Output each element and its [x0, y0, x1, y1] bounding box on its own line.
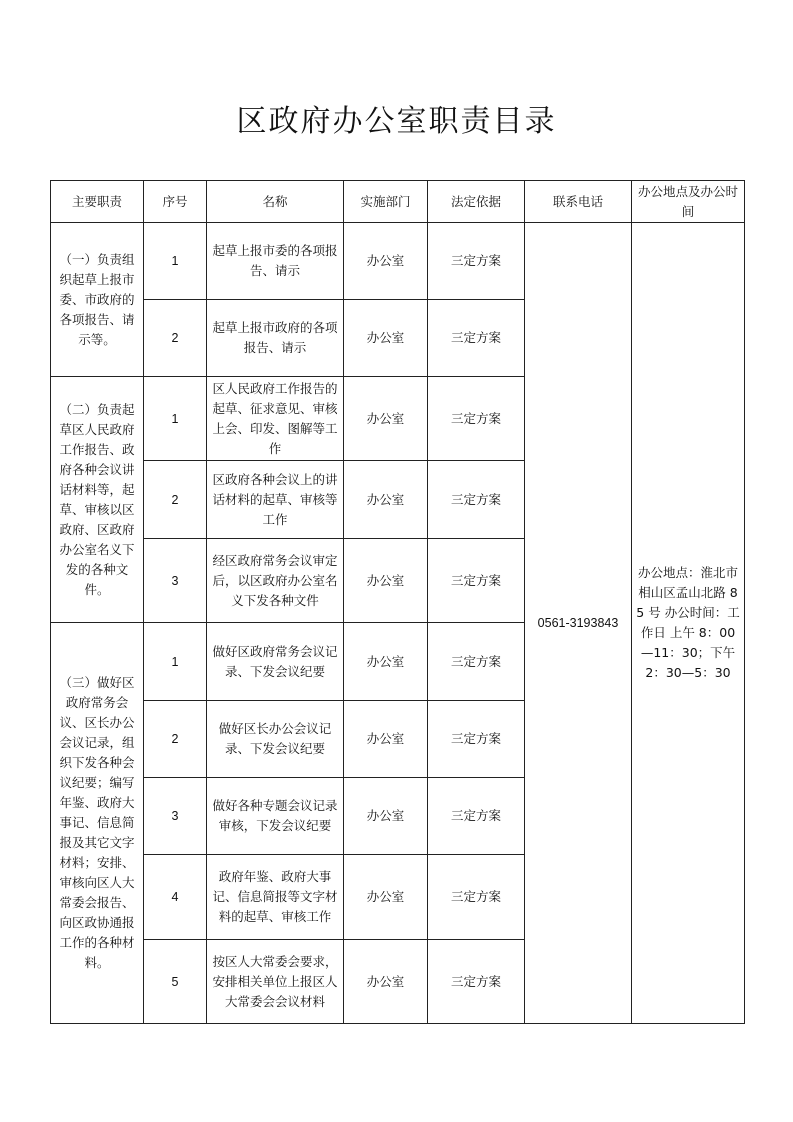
basis-cell: 三定方案 [428, 461, 525, 539]
header-row [51, 181, 745, 223]
dept-cell: 办公室 [344, 461, 428, 539]
table-header [51, 181, 745, 223]
seq-cell: 3 [144, 778, 207, 855]
dept-cell: 办公室 [344, 778, 428, 855]
seq-cell: 1 [144, 223, 207, 300]
name-cell: 区人民政府工作报告的起草、征求意见、审核上会、印发、图解等工作 [207, 377, 344, 461]
name-cell: 起草上报市政府的各项报告、请示 [207, 300, 344, 377]
header-duty: 主要职责 [51, 181, 144, 223]
dept-cell: 办公室 [344, 701, 428, 778]
seq-cell: 1 [144, 377, 207, 461]
header-seq: 序号 [144, 181, 207, 223]
table-row [51, 223, 745, 300]
basis-cell: 三定方案 [428, 623, 525, 701]
basis-cell: 三定方案 [428, 940, 525, 1024]
seq-cell: 2 [144, 300, 207, 377]
duty-table [50, 180, 745, 1024]
name-cell: 经区政府常务会议审定后，以区政府办公室名义下发各种文件 [207, 539, 344, 623]
office-info-cell: 办公地点：淮北市相山区孟山北路 85 号 办公时间：工作日 上午 8：00—11：30；下午 2：30—5：30 [632, 223, 745, 1024]
seq-cell: 2 [144, 701, 207, 778]
dept-cell: 办公室 [344, 300, 428, 377]
header-dept: 实施部门 [344, 181, 428, 223]
dept-cell: 办公室 [344, 223, 428, 300]
page-title: 区政府办公室职责目录 [236, 104, 557, 139]
basis-cell: 三定方案 [428, 223, 525, 300]
table-body [51, 223, 745, 1024]
header-phone: 联系电话 [525, 181, 632, 223]
dept-cell: 办公室 [344, 377, 428, 461]
basis-cell: 三定方案 [428, 539, 525, 623]
basis-cell: 三定方案 [428, 300, 525, 377]
name-cell: 做好区政府常务会议记录、下发会议纪要 [207, 623, 344, 701]
basis-cell: 三定方案 [428, 855, 525, 940]
name-cell: 按区人大常委会要求，安排相关单位上报区人大常委会会议材料 [207, 940, 344, 1024]
name-cell: 做好区长办公会议记录、下发会议纪要 [207, 701, 344, 778]
dept-cell: 办公室 [344, 855, 428, 940]
phone-cell: 0561-3193843 [525, 223, 632, 1024]
dept-cell: 办公室 [344, 940, 428, 1024]
name-cell: 起草上报市委的各项报告、请示 [207, 223, 344, 300]
seq-cell: 3 [144, 539, 207, 623]
seq-cell: 5 [144, 940, 207, 1024]
duty-cell: （二）负责起草区人民政府工作报告、政府各种会议讲话材料等，起草、审核以区政府、区政府办公室名义下发的各种文件。 [51, 377, 144, 623]
seq-cell: 4 [144, 855, 207, 940]
duty-cell: （三）做好区政府常务会议、区长办公会议记录，组织下发各种会议纪要；编写年鉴、政府大事记、信息简报及其它文字材料；安排、审核向区人大常委会报告、向区政协通报工作的各种材料。 [51, 623, 144, 1024]
duty-cell: （一）负责组织起草上报市委、市政府的各项报告、请示等。 [51, 223, 144, 377]
name-cell: 政府年鉴、政府大事记、信息简报等文字材料的起草、审核工作 [207, 855, 344, 940]
dept-cell: 办公室 [344, 539, 428, 623]
header-basis: 法定依据 [428, 181, 525, 223]
name-cell: 做好各种专题会议记录审核，下发会议纪要 [207, 778, 344, 855]
name-cell: 区政府各种会议上的讲话材料的起草、审核等工作 [207, 461, 344, 539]
basis-cell: 三定方案 [428, 778, 525, 855]
dept-cell: 办公室 [344, 623, 428, 701]
basis-cell: 三定方案 [428, 377, 525, 461]
seq-cell: 2 [144, 461, 207, 539]
header-name: 名称 [207, 181, 344, 223]
basis-cell: 三定方案 [428, 701, 525, 778]
seq-cell: 1 [144, 623, 207, 701]
header-office: 办公地点及办公时间 [632, 181, 745, 223]
